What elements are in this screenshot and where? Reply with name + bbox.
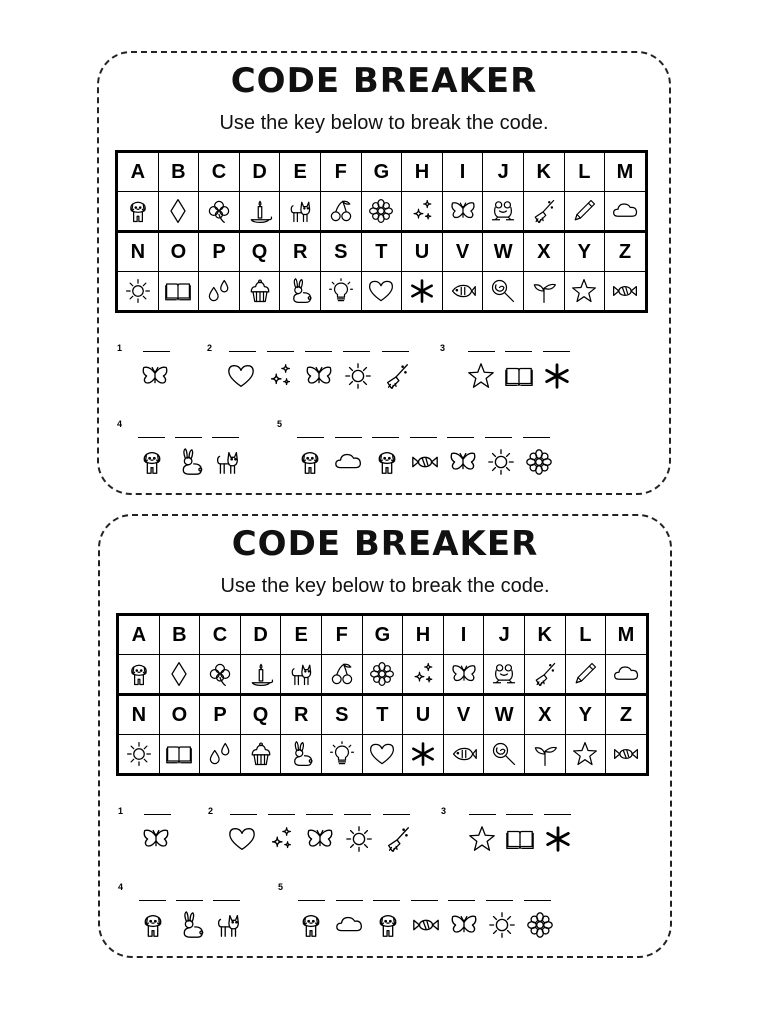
cherries-icon	[327, 197, 355, 225]
key-letter: E	[281, 615, 322, 655]
puzzle-symbol	[543, 824, 573, 854]
key-letter: F	[321, 615, 362, 655]
star-icon	[467, 824, 497, 854]
key-symbol-cell	[442, 272, 483, 312]
puzzle-symbol	[542, 361, 572, 391]
fish-icon	[449, 277, 477, 305]
puzzle-symbol	[411, 910, 441, 940]
puzzle-symbol	[304, 361, 334, 391]
broom-icon	[531, 660, 559, 688]
answer-blank[interactable]	[373, 900, 400, 901]
key-letter-row	[118, 615, 648, 655]
flower-icon	[525, 910, 555, 940]
answer-blank[interactable]	[372, 437, 399, 438]
cupcake-icon	[247, 740, 275, 768]
key-letter: J	[483, 152, 524, 192]
puzzle-number: 1	[117, 343, 123, 353]
puzzle-symbol	[213, 910, 243, 940]
puzzle-symbol	[383, 824, 413, 854]
key-symbol-cell	[484, 735, 525, 775]
answer-blank[interactable]	[382, 351, 409, 352]
answer-blank[interactable]	[543, 351, 570, 352]
asterisk-icon	[409, 740, 437, 768]
key-symbol-cell	[606, 735, 648, 775]
heart-icon	[227, 824, 257, 854]
key-letter: D	[239, 152, 280, 192]
asterisk-icon	[408, 277, 436, 305]
answer-blank[interactable]	[523, 437, 550, 438]
answer-blank[interactable]	[176, 900, 203, 901]
frog-icon	[489, 197, 517, 225]
broom-icon	[382, 361, 412, 391]
key-letter: K	[524, 615, 565, 655]
cipher-key-table	[116, 613, 649, 776]
key-symbol-cell	[442, 192, 483, 232]
key-letter: Z	[606, 695, 648, 735]
key-symbol-cell	[117, 192, 159, 232]
cherries-icon	[328, 660, 356, 688]
answer-blank[interactable]	[343, 351, 370, 352]
card-subtitle: Use the key below to break the code.	[219, 112, 549, 134]
puzzle-symbol	[175, 447, 205, 477]
rabbit-icon	[286, 277, 314, 305]
key-letter: S	[321, 695, 362, 735]
puzzle-symbol	[486, 447, 516, 477]
key-letter: P	[199, 232, 240, 272]
answer-blank[interactable]	[230, 814, 257, 815]
key-symbol-cell	[484, 655, 525, 695]
puzzle-symbol	[525, 910, 555, 940]
answer-blank[interactable]	[306, 814, 333, 815]
card-title: CODE BREAKER	[230, 61, 538, 101]
key-symbol-cell	[564, 192, 605, 232]
key-letter: V	[443, 695, 484, 735]
puzzle-symbol	[448, 447, 478, 477]
puzzle-number: 3	[441, 806, 447, 816]
puzzle-symbol	[212, 447, 242, 477]
key-letter: I	[443, 615, 484, 655]
key-symbol-cell	[443, 735, 484, 775]
puzzle-symbol	[138, 910, 168, 940]
heart-icon	[368, 740, 396, 768]
book-icon	[164, 277, 192, 305]
key-icon-row	[117, 272, 647, 312]
answer-blank[interactable]	[524, 900, 551, 901]
key-letter: G	[362, 615, 403, 655]
key-symbol-cell	[239, 272, 280, 312]
candle-icon	[247, 660, 275, 688]
key-symbol-cell	[281, 735, 322, 775]
puzzle-symbol	[305, 824, 335, 854]
dog-icon	[138, 910, 168, 940]
key-letter: Q	[239, 232, 280, 272]
key-letter: N	[118, 695, 160, 735]
key-symbol-cell	[158, 192, 199, 232]
sparkles-icon	[266, 824, 296, 854]
key-letter-row	[117, 152, 647, 192]
puzzle-symbol	[265, 361, 295, 391]
butterfly-icon	[305, 824, 335, 854]
pencil-icon	[570, 197, 598, 225]
key-letter: D	[240, 615, 281, 655]
key-symbol-cell	[443, 655, 484, 695]
answer-blank[interactable]	[410, 437, 437, 438]
cloud-icon	[334, 910, 364, 940]
candle-icon	[246, 197, 274, 225]
answer-blank[interactable]	[268, 814, 295, 815]
key-letter: I	[442, 152, 483, 192]
puzzle-number: 5	[277, 419, 283, 429]
answer-blank[interactable]	[144, 814, 171, 815]
key-letter: R	[281, 695, 322, 735]
dog-icon	[125, 660, 153, 688]
star-icon	[466, 361, 496, 391]
key-letter: N	[117, 232, 159, 272]
key-symbol-cell	[362, 655, 403, 695]
sparkles-icon	[265, 361, 295, 391]
key-letter: F	[320, 152, 361, 192]
key-letter: Q	[240, 695, 281, 735]
sun-icon	[125, 740, 153, 768]
rabbit-icon	[287, 740, 315, 768]
answer-blank[interactable]	[267, 351, 294, 352]
puzzle-symbol	[449, 910, 479, 940]
butterfly-icon	[448, 447, 478, 477]
butterfly-icon	[140, 361, 170, 391]
clover-icon	[206, 660, 234, 688]
key-symbol-cell	[605, 192, 647, 232]
puzzle-symbol	[524, 447, 554, 477]
puzzle-symbol	[505, 824, 535, 854]
key-symbol-cell	[523, 192, 564, 232]
puzzle-number: 2	[208, 806, 214, 816]
pencil-icon	[571, 660, 599, 688]
key-symbol-cell	[280, 272, 321, 312]
asterisk-icon	[543, 824, 573, 854]
sprout-icon	[530, 277, 558, 305]
answer-blank[interactable]	[506, 814, 533, 815]
key-letter: B	[159, 615, 200, 655]
sparkles-icon	[409, 660, 437, 688]
star-icon	[571, 740, 599, 768]
diamond-icon	[164, 197, 192, 225]
key-letter: O	[158, 232, 199, 272]
key-symbol-cell	[159, 735, 200, 775]
key-letter-row	[118, 695, 648, 735]
heart-icon	[226, 361, 256, 391]
cat-icon	[212, 447, 242, 477]
key-symbol-cell	[321, 735, 362, 775]
butterfly-icon	[304, 361, 334, 391]
book-icon	[505, 824, 535, 854]
puzzle-symbol	[266, 824, 296, 854]
candy-icon	[411, 910, 441, 940]
key-letter: H	[402, 152, 443, 192]
key-letter: W	[484, 695, 525, 735]
answer-blank[interactable]	[448, 900, 475, 901]
puzzle-symbol	[334, 910, 364, 940]
key-letter: X	[524, 695, 565, 735]
key-symbol-cell	[524, 655, 565, 695]
key-letter-row	[117, 232, 647, 272]
puzzle-symbol	[466, 361, 496, 391]
key-symbol-cell	[483, 272, 524, 312]
key-icon-row	[118, 735, 648, 775]
puzzle-symbol	[226, 361, 256, 391]
key-symbol-cell	[200, 655, 241, 695]
key-symbol-cell	[199, 272, 240, 312]
key-symbol-cell	[159, 655, 200, 695]
answer-blank[interactable]	[213, 900, 240, 901]
key-symbol-cell	[564, 272, 605, 312]
fish-icon	[450, 740, 478, 768]
puzzle-symbol	[467, 824, 497, 854]
dog-icon	[124, 197, 152, 225]
key-letter: J	[484, 615, 525, 655]
key-icon-row	[117, 192, 647, 232]
dog-icon	[296, 910, 326, 940]
key-letter: L	[565, 615, 606, 655]
lollipop-icon	[490, 740, 518, 768]
book-icon	[165, 740, 193, 768]
puzzle-number: 5	[278, 882, 284, 892]
key-symbol-cell	[118, 655, 160, 695]
sun-icon	[344, 824, 374, 854]
key-symbol-cell	[199, 192, 240, 232]
puzzle-symbol	[296, 910, 326, 940]
puzzle-number: 2	[207, 343, 213, 353]
key-letter: Y	[565, 695, 606, 735]
answer-blank[interactable]	[469, 814, 496, 815]
key-letter: W	[483, 232, 524, 272]
key-symbol-cell	[523, 272, 564, 312]
key-symbol-cell	[483, 192, 524, 232]
rabbit-icon	[175, 447, 205, 477]
lollipop-icon	[489, 277, 517, 305]
key-symbol-cell	[117, 272, 159, 312]
key-symbol-cell	[403, 735, 444, 775]
puzzle-symbol	[410, 447, 440, 477]
flower-icon	[367, 197, 395, 225]
cat-icon	[286, 197, 314, 225]
key-symbol-cell	[565, 655, 606, 695]
key-symbol-cell	[565, 735, 606, 775]
code-breaker-card-2	[98, 514, 672, 958]
key-letter: A	[117, 152, 159, 192]
card-subtitle: Use the key below to break the code.	[220, 575, 550, 597]
key-letter: T	[361, 232, 402, 272]
answer-blank[interactable]	[335, 437, 362, 438]
key-letter: V	[442, 232, 483, 272]
key-letter: K	[523, 152, 564, 192]
star-icon	[570, 277, 598, 305]
sprout-icon	[531, 740, 559, 768]
key-letter: G	[361, 152, 402, 192]
key-symbol-cell	[403, 655, 444, 695]
key-letter: A	[118, 615, 160, 655]
answer-blank[interactable]	[505, 351, 532, 352]
puzzle-symbol	[343, 361, 373, 391]
key-symbol-cell	[280, 192, 321, 232]
key-letter: T	[362, 695, 403, 735]
answer-blank[interactable]	[297, 437, 324, 438]
cipher-key-table	[115, 150, 648, 313]
key-symbol-cell	[402, 272, 443, 312]
puzzle-symbol	[176, 910, 206, 940]
answer-blank[interactable]	[138, 437, 165, 438]
frog-icon	[490, 660, 518, 688]
sun-icon	[343, 361, 373, 391]
key-letter: H	[403, 615, 444, 655]
puzzle-symbol	[382, 361, 412, 391]
card-title: CODE BREAKER	[231, 524, 539, 564]
key-letter: X	[523, 232, 564, 272]
answer-blank[interactable]	[143, 351, 170, 352]
key-letter: E	[280, 152, 321, 192]
key-letter: U	[403, 695, 444, 735]
key-letter: L	[564, 152, 605, 192]
puzzle-number: 1	[118, 806, 124, 816]
key-letter: C	[199, 152, 240, 192]
answer-blank[interactable]	[344, 814, 371, 815]
dog-icon	[295, 447, 325, 477]
code-breaker-card-1	[97, 51, 671, 495]
answer-blank[interactable]	[305, 351, 332, 352]
diamond-icon	[165, 660, 193, 688]
lightbulb-icon	[327, 277, 355, 305]
key-letter: M	[605, 152, 647, 192]
puzzle-symbol	[373, 910, 403, 940]
flower-icon	[368, 660, 396, 688]
answer-blank[interactable]	[486, 900, 513, 901]
drops-icon	[206, 740, 234, 768]
answer-blank[interactable]	[447, 437, 474, 438]
drops-icon	[205, 277, 233, 305]
rabbit-icon	[176, 910, 206, 940]
key-letter: C	[200, 615, 241, 655]
key-symbol-cell	[321, 655, 362, 695]
cat-icon	[213, 910, 243, 940]
key-symbol-cell	[402, 192, 443, 232]
cloud-icon	[611, 197, 639, 225]
puzzle-symbol	[487, 910, 517, 940]
puzzle-symbol	[295, 447, 325, 477]
answer-blank[interactable]	[544, 814, 571, 815]
answer-blank[interactable]	[212, 437, 239, 438]
puzzle-number: 3	[440, 343, 446, 353]
key-symbol-cell	[524, 735, 565, 775]
key-symbol-cell	[240, 735, 281, 775]
cupcake-icon	[246, 277, 274, 305]
cat-icon	[287, 660, 315, 688]
dog-icon	[372, 447, 402, 477]
sparkles-icon	[408, 197, 436, 225]
flower-icon	[524, 447, 554, 477]
answer-blank[interactable]	[485, 437, 512, 438]
candy-icon	[611, 277, 639, 305]
sun-icon	[487, 910, 517, 940]
puzzle-symbol	[372, 447, 402, 477]
dog-icon	[373, 910, 403, 940]
candy-icon	[410, 447, 440, 477]
answer-blank[interactable]	[336, 900, 363, 901]
book-icon	[504, 361, 534, 391]
clover-icon	[205, 197, 233, 225]
key-symbol-cell	[240, 655, 281, 695]
heart-icon	[367, 277, 395, 305]
puzzle-symbol	[137, 447, 167, 477]
dog-icon	[137, 447, 167, 477]
key-icon-row	[118, 655, 648, 695]
puzzle-symbol	[141, 824, 171, 854]
cloud-icon	[612, 660, 640, 688]
key-letter: R	[280, 232, 321, 272]
key-letter: B	[158, 152, 199, 192]
puzzle-symbol	[140, 361, 170, 391]
key-letter: Z	[605, 232, 647, 272]
answer-blank[interactable]	[229, 351, 256, 352]
puzzle-symbol	[333, 447, 363, 477]
butterfly-icon	[141, 824, 171, 854]
broom-icon	[383, 824, 413, 854]
butterfly-icon	[449, 910, 479, 940]
key-symbol-cell	[281, 655, 322, 695]
key-symbol-cell	[320, 192, 361, 232]
key-letter: O	[159, 695, 200, 735]
key-letter: U	[402, 232, 443, 272]
puzzle-number: 4	[118, 882, 124, 892]
puzzle-symbol	[504, 361, 534, 391]
key-symbol-cell	[320, 272, 361, 312]
key-letter: Y	[564, 232, 605, 272]
answer-blank[interactable]	[298, 900, 325, 901]
answer-blank[interactable]	[468, 351, 495, 352]
key-symbol-cell	[361, 192, 402, 232]
answer-blank[interactable]	[175, 437, 202, 438]
key-symbol-cell	[118, 735, 160, 775]
key-symbol-cell	[239, 192, 280, 232]
butterfly-icon	[450, 660, 478, 688]
key-symbol-cell	[200, 735, 241, 775]
key-symbol-cell	[158, 272, 199, 312]
key-letter: M	[606, 615, 648, 655]
key-letter: S	[320, 232, 361, 272]
answer-blank[interactable]	[383, 814, 410, 815]
key-symbol-cell	[605, 272, 647, 312]
puzzle-symbol	[227, 824, 257, 854]
butterfly-icon	[449, 197, 477, 225]
sun-icon	[124, 277, 152, 305]
answer-blank[interactable]	[139, 900, 166, 901]
key-symbol-cell	[362, 735, 403, 775]
puzzle-symbol	[344, 824, 374, 854]
broom-icon	[530, 197, 558, 225]
key-symbol-cell	[361, 272, 402, 312]
candy-icon	[612, 740, 640, 768]
lightbulb-icon	[328, 740, 356, 768]
sun-icon	[486, 447, 516, 477]
cloud-icon	[333, 447, 363, 477]
answer-blank[interactable]	[411, 900, 438, 901]
asterisk-icon	[542, 361, 572, 391]
key-letter: P	[200, 695, 241, 735]
puzzle-number: 4	[117, 419, 123, 429]
key-symbol-cell	[606, 655, 648, 695]
